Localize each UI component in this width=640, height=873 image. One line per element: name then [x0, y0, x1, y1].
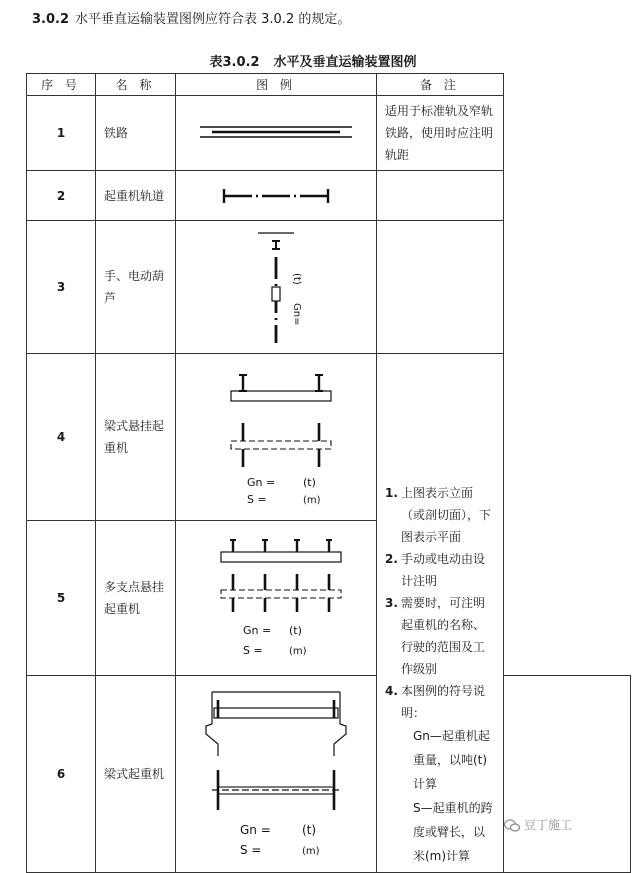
row-number: 4 — [27, 354, 96, 521]
row-name: 铁路 — [96, 96, 176, 171]
row-number: 5 — [27, 521, 96, 675]
table-row — [27, 675, 631, 872]
list-item: 4. 本图例的符号说明： — [385, 684, 486, 720]
gn-label: Gn = — [243, 623, 272, 637]
table-row — [27, 171, 631, 221]
row-number: 3 — [27, 221, 96, 354]
s-label: S = — [243, 643, 263, 657]
s-unit: (m) — [302, 845, 320, 857]
table-row — [27, 521, 631, 675]
watermark-text: 豆丁施工 — [524, 818, 573, 832]
row-name: 手、电动葫芦 — [96, 221, 176, 354]
suspended-crane-symbol — [176, 354, 377, 521]
gn-unit: (t) — [289, 623, 302, 637]
s-unit: (m) — [303, 495, 321, 507]
railway-symbol — [176, 96, 377, 171]
header-figure: 图 例 — [176, 74, 377, 96]
gn-label: Gn = — [240, 822, 271, 837]
list-item: 1. 上图表示立面（或剖切面），下图表示平面 — [385, 486, 492, 544]
crane-track-symbol — [176, 171, 377, 221]
intro-text: 水平垂直运输装置图例应符合表 3.0.2 的规定。 — [75, 12, 351, 27]
legend-table — [26, 73, 631, 873]
row-name: 起重机轨道 — [96, 171, 176, 221]
s-unit: (m) — [289, 645, 307, 657]
hoist-symbol — [176, 221, 377, 354]
notes-list — [385, 482, 495, 724]
intro-paragraph — [32, 8, 350, 27]
list-item: 2. 手动或电动由设计注明 — [385, 552, 486, 588]
header-no: 序 号 — [27, 74, 96, 96]
row-number: 1 — [27, 96, 96, 171]
table-row — [27, 221, 631, 354]
gn-label: Gn = — [247, 476, 276, 490]
hoist-unit-label: (t) — [291, 273, 302, 285]
multi-support-crane-symbol — [176, 521, 377, 675]
gn-unit: (t) — [303, 476, 316, 490]
s-label: S = — [240, 842, 262, 857]
table-caption — [0, 51, 640, 70]
watermark — [504, 816, 572, 833]
header-name: 名 称 — [96, 74, 176, 96]
note-gn: Gn—起重机起重量，以吨(t)计算 — [413, 729, 490, 791]
row-note: 适用于标准轨及窄轨铁路，使用时应注明轨距 — [377, 96, 504, 171]
row-name: 多支点悬挂起重机 — [96, 521, 176, 675]
list-item: 3. 需要时，可注明起重机的名称、行驶的范围及工作级别 — [385, 596, 486, 676]
note-s: S—起重机的跨度或臂长，以米(m)计算 — [413, 801, 493, 863]
table-row — [27, 354, 631, 521]
hoist-gn-label: Gn= — [291, 303, 302, 326]
shared-notes — [377, 354, 504, 873]
row-number: 6 — [27, 675, 96, 872]
s-label: S = — [247, 493, 267, 507]
table-row — [27, 96, 631, 171]
row-name: 梁式起重机 — [96, 675, 176, 872]
gn-unit: (t) — [302, 822, 317, 837]
wechat-icon — [504, 818, 520, 832]
caption-title: 水平及垂直运输装置图例 — [273, 55, 417, 70]
section-number: 3.0.2 — [32, 12, 70, 27]
girder-crane-symbol — [176, 675, 377, 872]
header-note: 备 注 — [377, 74, 504, 96]
row-number: 2 — [27, 171, 96, 221]
row-name: 梁式悬挂起重机 — [96, 354, 176, 521]
caption-number: 表3.0.2 — [209, 55, 260, 70]
header-row — [27, 74, 631, 96]
